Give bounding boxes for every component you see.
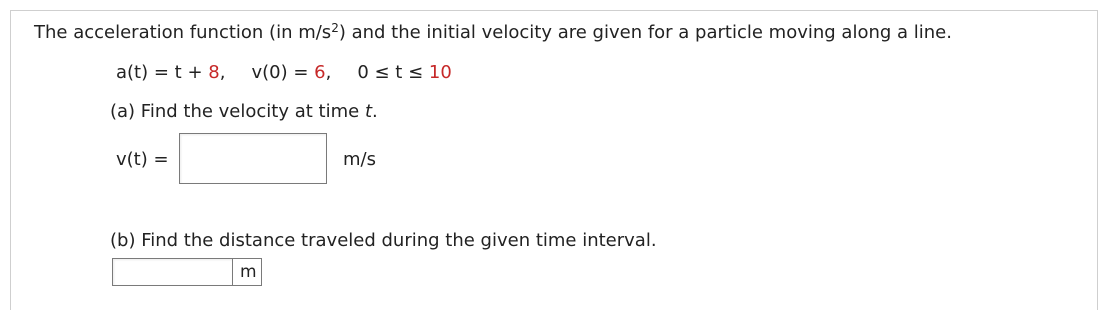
part-b-prompt: (b) Find the distance traveled during the given time interval. xyxy=(110,230,657,251)
initial-velocity-label: v(0) xyxy=(251,62,288,83)
acceleration-constant: 8 xyxy=(208,62,220,83)
problem-intro xyxy=(34,22,952,44)
velocity-answer-function: v(t) xyxy=(116,149,148,170)
part-a-prompt-variable: t xyxy=(364,101,372,122)
distance-unit: m xyxy=(240,262,257,282)
given-equations xyxy=(116,62,452,84)
intro-text-before: The acceleration function (in m/s xyxy=(34,22,332,43)
initial-velocity-value: 6 xyxy=(314,62,326,83)
acceleration-label: a(t) xyxy=(116,62,149,83)
part-a-prompt-period: . xyxy=(372,101,378,122)
intro-text-after: ) and the initial velocity are given for a particle moving along a line. xyxy=(338,22,952,43)
velocity-unit: m/s xyxy=(343,149,376,170)
distance-answer-field[interactable] xyxy=(112,258,233,286)
part-a-prompt xyxy=(110,101,378,123)
velocity-answer-label xyxy=(116,149,169,171)
interval-start: 0 ≤ t ≤ xyxy=(357,62,429,83)
velocity-answer-equals: = xyxy=(147,149,169,170)
initial-velocity-equation: = xyxy=(287,62,315,83)
interval-end: 10 xyxy=(428,62,452,83)
velocity-answer-field[interactable] xyxy=(179,133,327,184)
intro-exponent: 2 xyxy=(331,21,339,35)
part-a-prompt-text: (a) Find the velocity at time xyxy=(110,101,365,122)
initial-velocity-separator: , xyxy=(325,62,332,83)
acceleration-equation: = t + xyxy=(148,62,209,83)
acceleration-separator: , xyxy=(219,62,226,83)
